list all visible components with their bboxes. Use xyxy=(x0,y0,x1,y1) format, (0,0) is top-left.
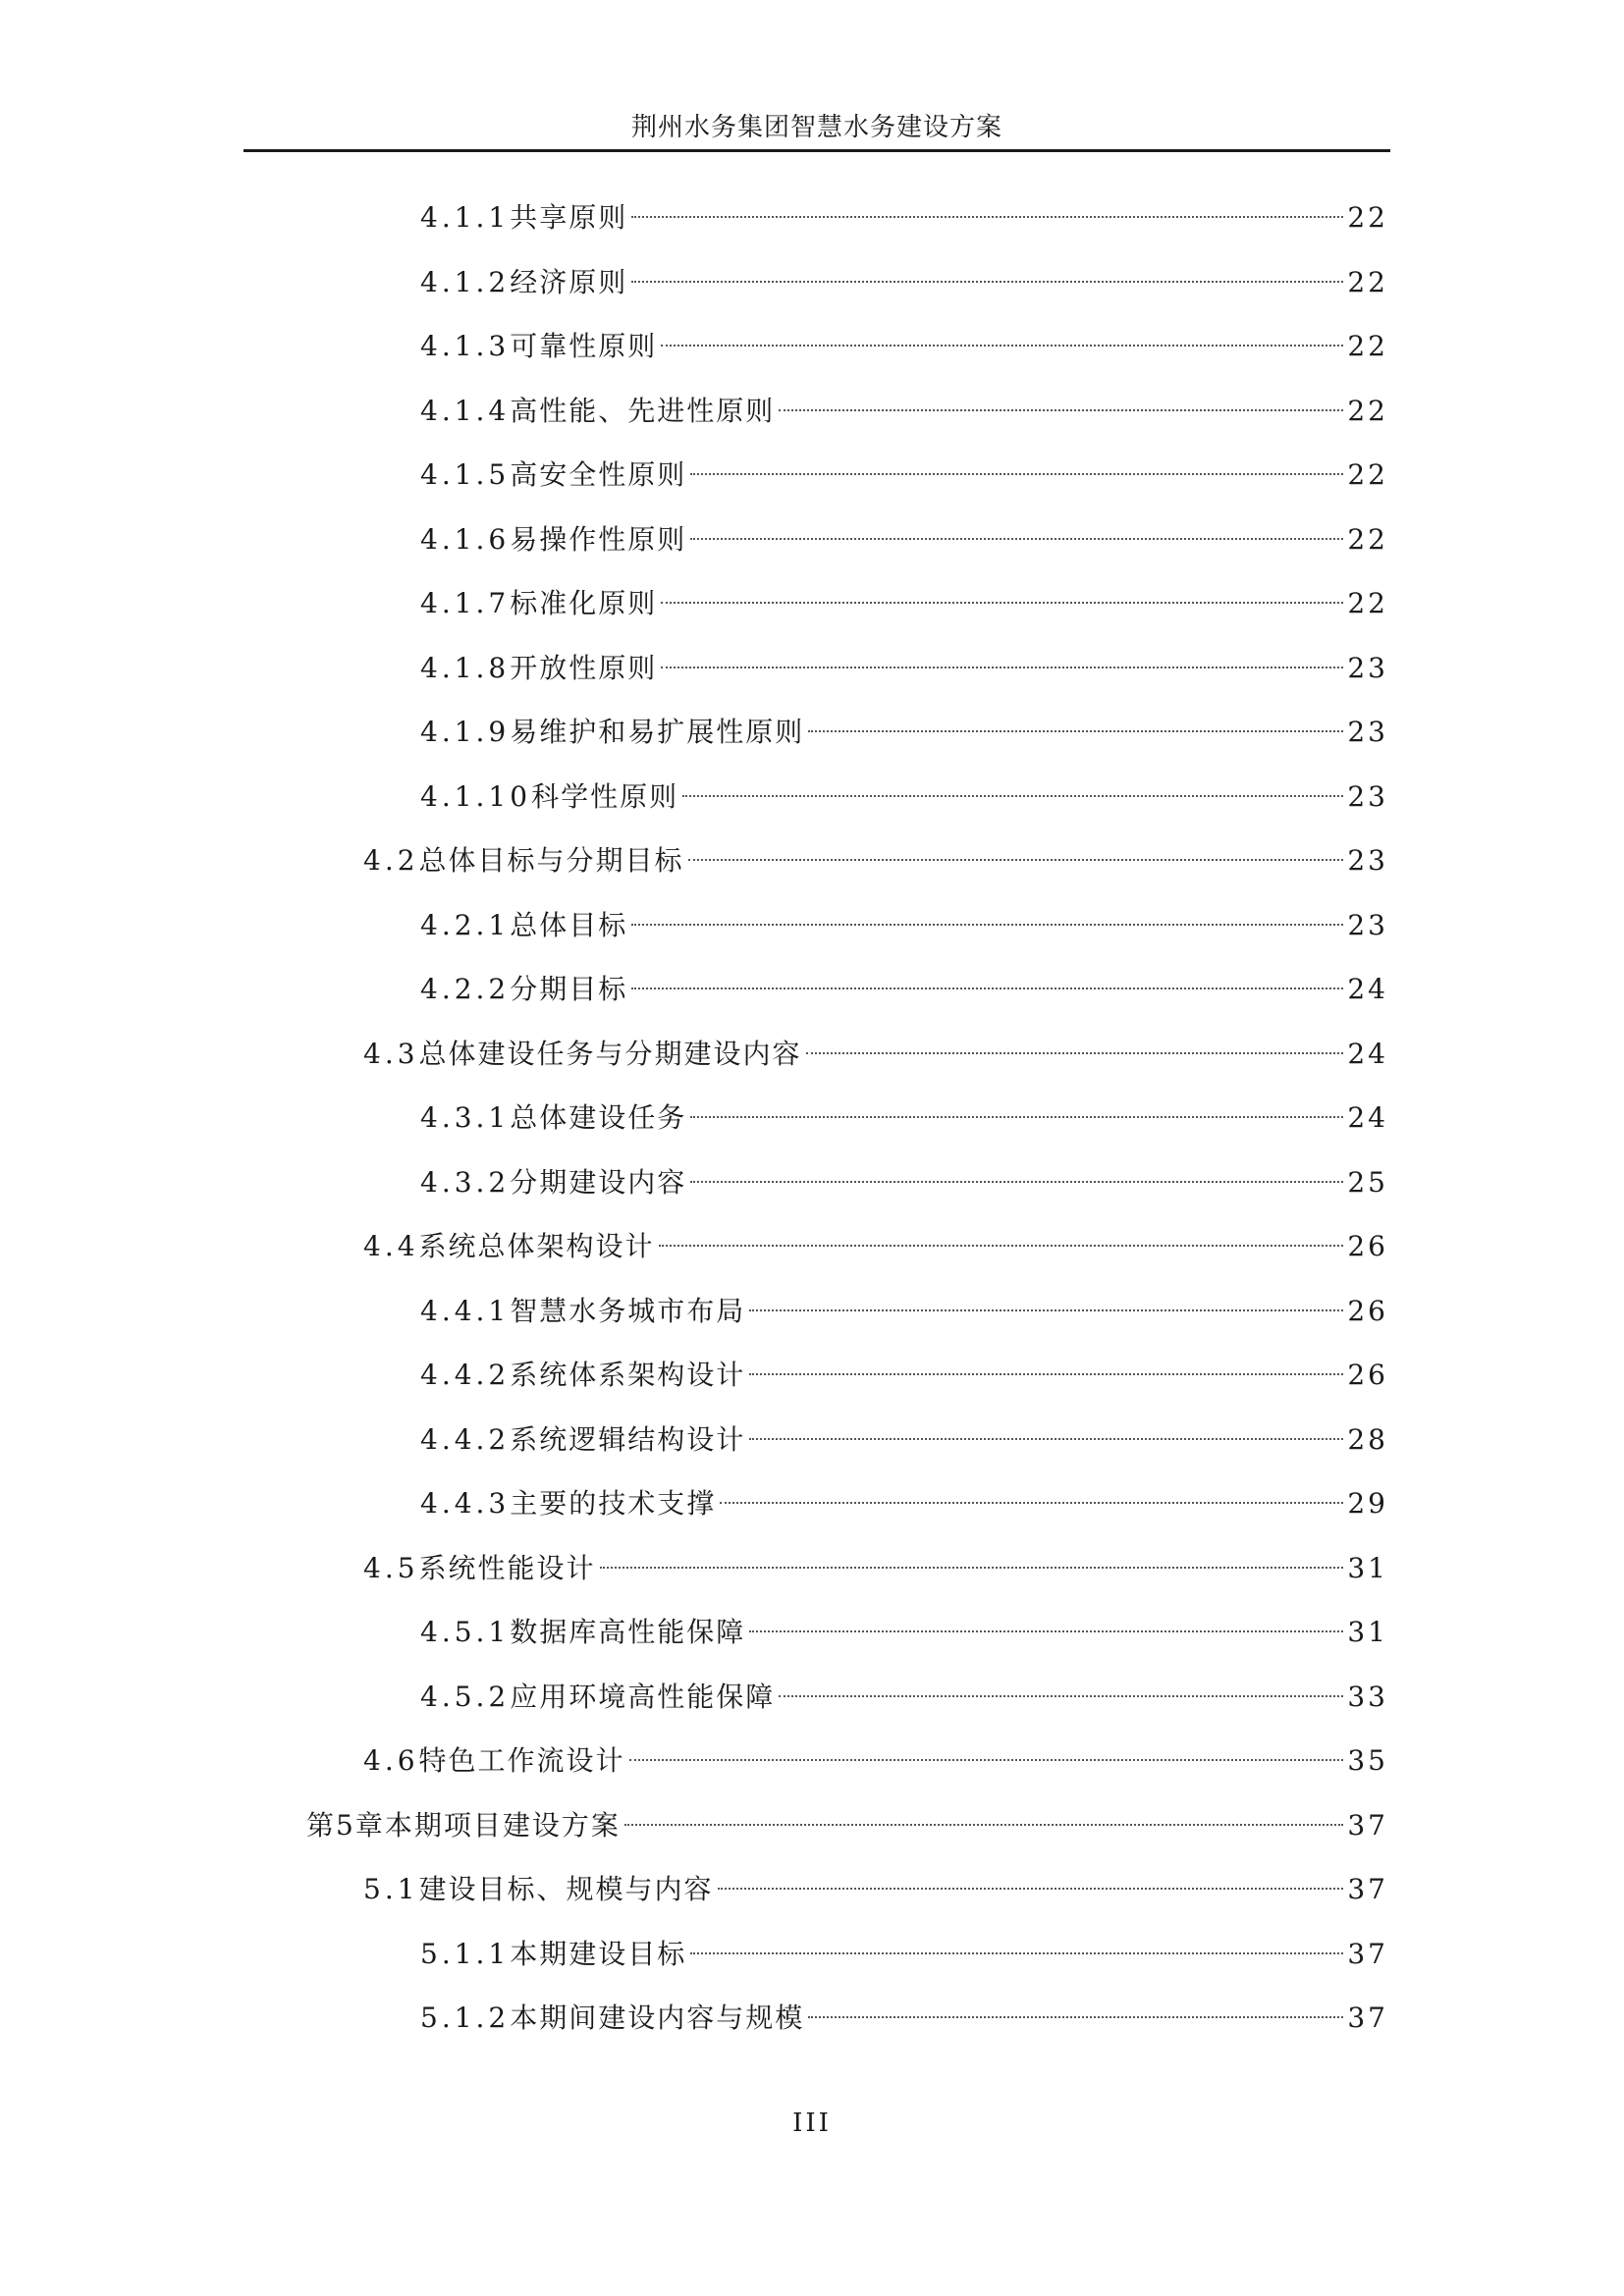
document-header-title: 荆州水务集团智慧水务建设方案 xyxy=(630,113,1002,142)
toc-entry[interactable] xyxy=(420,1159,1388,1206)
toc-entry-number: 4.5.1 xyxy=(420,1616,511,1648)
toc-entry[interactable] xyxy=(420,1416,1388,1464)
toc-entry-title: 总体建设任务与分期建设内容 xyxy=(418,1037,802,1070)
toc-dot-leader xyxy=(779,409,1343,411)
toc-entry-page: 23 xyxy=(1347,908,1388,941)
toc-entry-title: 开放性原则 xyxy=(510,651,658,684)
toc-entry[interactable] xyxy=(420,1931,1388,1978)
toc-dot-leader xyxy=(629,1759,1344,1761)
toc-entry-number: 4.1.1 xyxy=(420,201,511,234)
toc-entry[interactable] xyxy=(420,1995,1388,2042)
toc-dot-leader xyxy=(808,2016,1343,2018)
toc-entry-title: 本期建设目标 xyxy=(510,1937,687,1970)
toc-entry-number: 4.1.8 xyxy=(420,651,511,684)
toc-entry-page: 31 xyxy=(1347,1616,1388,1648)
toc-entry[interactable] xyxy=(420,580,1388,627)
toc-entry-page: 22 xyxy=(1347,522,1388,556)
toc-entry-number: 4.2.1 xyxy=(420,908,511,941)
toc-entry-title: 可靠性原则 xyxy=(510,330,658,362)
toc-entry-page: 24 xyxy=(1347,973,1388,1005)
toc-entry-number: 4.4.3 xyxy=(420,1487,511,1520)
toc-entry-number: 4.1.9 xyxy=(420,716,511,748)
toc-entry-number: 4.3.2 xyxy=(420,1165,511,1199)
header-divider xyxy=(244,149,1390,152)
toc-entry-page: 33 xyxy=(1347,1680,1388,1713)
toc-dot-leader xyxy=(661,602,1343,604)
toc-entry-page: 23 xyxy=(1347,779,1388,813)
toc-entry[interactable] xyxy=(420,323,1388,370)
toc-dot-leader xyxy=(600,1567,1344,1569)
toc-entry-page: 37 xyxy=(1347,1873,1388,1905)
toc-entry-page: 37 xyxy=(1347,1808,1388,1842)
toc-dot-leader xyxy=(749,1438,1343,1440)
toc-entry-title: 分期建设内容 xyxy=(510,1165,687,1199)
toc-entry[interactable] xyxy=(420,194,1388,241)
toc-dot-leader xyxy=(624,1824,1344,1826)
toc-dot-leader xyxy=(808,730,1343,732)
toc-entry[interactable] xyxy=(420,452,1388,499)
toc-entry-page: 28 xyxy=(1347,1422,1388,1456)
toc-entry-page: 26 xyxy=(1347,1230,1388,1262)
toc-entry[interactable] xyxy=(420,1288,1388,1335)
toc-entry-page: 22 xyxy=(1347,394,1388,427)
toc-entry[interactable] xyxy=(420,902,1388,949)
toc-dot-leader xyxy=(661,667,1343,668)
toc-entry[interactable] xyxy=(420,1095,1388,1142)
toc-entry[interactable] xyxy=(363,1223,1388,1270)
toc-entry[interactable] xyxy=(420,645,1388,692)
toc-entry-number: 5.1.2 xyxy=(420,2002,511,2034)
toc-entry-title: 主要的技术支撑 xyxy=(510,1487,717,1520)
toc-entry-page: 29 xyxy=(1347,1487,1388,1520)
toc-entry[interactable] xyxy=(363,1866,1388,1913)
toc-entry-page: 23 xyxy=(1347,651,1388,684)
toc-entry-number: 4.1.3 xyxy=(420,330,511,362)
toc-entry-page: 31 xyxy=(1347,1551,1388,1584)
toc-entry-number: 4.1.5 xyxy=(420,458,511,491)
toc-entry[interactable] xyxy=(420,1480,1388,1527)
toc-entry-page: 37 xyxy=(1347,2002,1388,2034)
toc-entry-title: 分期目标 xyxy=(510,973,628,1005)
toc-entry-page: 22 xyxy=(1347,265,1388,298)
toc-entry-number: 4.6 xyxy=(363,1744,419,1777)
toc-entry-title: 系统总体架构设计 xyxy=(418,1230,655,1262)
toc-entry[interactable] xyxy=(420,516,1388,563)
toc-entry-number: 4.2 xyxy=(363,844,419,877)
toc-entry-page: 22 xyxy=(1347,587,1388,619)
toc-entry[interactable] xyxy=(420,388,1388,435)
toc-entry-page: 35 xyxy=(1347,1744,1388,1777)
toc-entry-title: 高安全性原则 xyxy=(510,458,687,491)
toc-entry-number: 4.3 xyxy=(363,1037,419,1070)
toc-entry-title: 系统逻辑结构设计 xyxy=(510,1422,746,1456)
toc-entry-number: 4.3.1 xyxy=(420,1101,511,1134)
toc-dot-leader xyxy=(690,1181,1343,1183)
toc-entry-title: 智慧水务城市布局 xyxy=(510,1294,746,1327)
toc-entry-number: 4.1.4 xyxy=(420,394,511,427)
toc-dot-leader xyxy=(661,345,1343,347)
toc-dot-leader xyxy=(690,538,1343,540)
toc-entry-title: 易操作性原则 xyxy=(510,522,687,556)
toc-entry[interactable] xyxy=(420,774,1388,821)
toc-entry-title: 数据库高性能保障 xyxy=(510,1616,746,1648)
toc-entry-page: 24 xyxy=(1347,1101,1388,1134)
toc-entry-number: 4.4 xyxy=(363,1230,419,1262)
toc-dot-leader xyxy=(690,473,1343,475)
toc-entry-number: 4.5.2 xyxy=(420,1680,511,1713)
toc-dot-leader xyxy=(690,1116,1343,1118)
toc-dot-leader xyxy=(749,1630,1343,1632)
toc-entry[interactable] xyxy=(363,1545,1388,1592)
toc-entry-number: 5.1.1 xyxy=(420,1937,511,1970)
toc-entry[interactable] xyxy=(363,1737,1388,1785)
toc-dot-leader xyxy=(749,1373,1343,1375)
toc-entry[interactable] xyxy=(420,966,1388,1013)
toc-entry[interactable] xyxy=(420,1674,1388,1721)
toc-entry-title: 系统体系架构设计 xyxy=(510,1359,746,1391)
toc-entry-number: 4.4.2 xyxy=(420,1422,511,1456)
toc-entry-page: 23 xyxy=(1347,844,1388,877)
page-number: III xyxy=(792,2109,832,2138)
toc-entry-page: 24 xyxy=(1347,1037,1388,1070)
toc-entry-title: 科学性原则 xyxy=(531,779,679,813)
toc-dot-leader xyxy=(749,1309,1343,1311)
toc-entry[interactable] xyxy=(363,837,1388,884)
toc-entry-page: 37 xyxy=(1347,1937,1388,1970)
toc-dot-leader xyxy=(720,1502,1343,1504)
toc-dot-leader xyxy=(690,1952,1343,1954)
toc-entry-number: 4.1.7 xyxy=(420,587,511,619)
toc-entry-page: 22 xyxy=(1347,330,1388,362)
toc-entry[interactable] xyxy=(420,1352,1388,1399)
toc-dot-leader xyxy=(682,795,1343,797)
toc-entry-number: 4.1.2 xyxy=(420,265,511,298)
toc-entry[interactable] xyxy=(363,1031,1388,1078)
toc-entry-page: 25 xyxy=(1347,1165,1388,1199)
toc-entry-number: 4.1.6 xyxy=(420,522,511,556)
toc-entry-title: 高性能、先进性原则 xyxy=(510,394,776,427)
toc-dot-leader xyxy=(779,1695,1343,1697)
toc-entry-title: 经济原则 xyxy=(510,265,628,298)
toc-entry[interactable] xyxy=(420,1609,1388,1656)
toc-entry-title: 本期间建设内容与规模 xyxy=(510,2002,805,2034)
toc-entry-number: 4.1.10 xyxy=(420,779,532,813)
toc-entry-page: 23 xyxy=(1347,716,1388,748)
toc-entry-title: 系统性能设计 xyxy=(418,1551,596,1584)
toc-entry-title: 应用环境高性能保障 xyxy=(510,1680,776,1713)
toc-entry-title: 总体建设任务 xyxy=(510,1101,687,1134)
toc-entry-page: 26 xyxy=(1347,1294,1388,1327)
toc-dot-leader xyxy=(631,924,1343,926)
toc-dot-leader xyxy=(718,1888,1344,1890)
toc-entry[interactable] xyxy=(420,259,1388,306)
toc-entry-number: 4.4.1 xyxy=(420,1294,511,1327)
toc-dot-leader xyxy=(631,216,1343,218)
toc-entry-page: 22 xyxy=(1347,458,1388,491)
toc-entry-page: 26 xyxy=(1347,1359,1388,1391)
toc-entry-number: 5.1 xyxy=(363,1873,419,1905)
toc-entry-title: 总体目标与分期目标 xyxy=(418,844,684,877)
toc-entry-page: 22 xyxy=(1347,201,1388,234)
toc-entry-title: 共享原则 xyxy=(510,201,628,234)
toc-entry-number: 4.5 xyxy=(363,1551,419,1584)
toc-dot-leader xyxy=(631,988,1343,989)
toc-entry[interactable] xyxy=(306,1802,1388,1849)
toc-entry-title: 标准化原则 xyxy=(510,587,658,619)
toc-entry-title: 建设目标、规模与内容 xyxy=(418,1873,714,1905)
toc-dot-leader xyxy=(806,1052,1344,1054)
toc-entry-title: 第5章本期项目建设方案 xyxy=(306,1808,621,1842)
toc-entry[interactable] xyxy=(420,709,1388,756)
toc-entry-number: 4.2.2 xyxy=(420,973,511,1005)
toc-dot-leader xyxy=(631,281,1343,283)
toc-entry-number: 4.4.2 xyxy=(420,1359,511,1391)
toc-entry-title: 总体目标 xyxy=(510,908,628,941)
toc-dot-leader xyxy=(688,859,1344,861)
toc-entry-title: 特色工作流设计 xyxy=(418,1744,625,1777)
toc-entry-title: 易维护和易扩展性原则 xyxy=(510,716,805,748)
toc-dot-leader xyxy=(659,1245,1344,1247)
